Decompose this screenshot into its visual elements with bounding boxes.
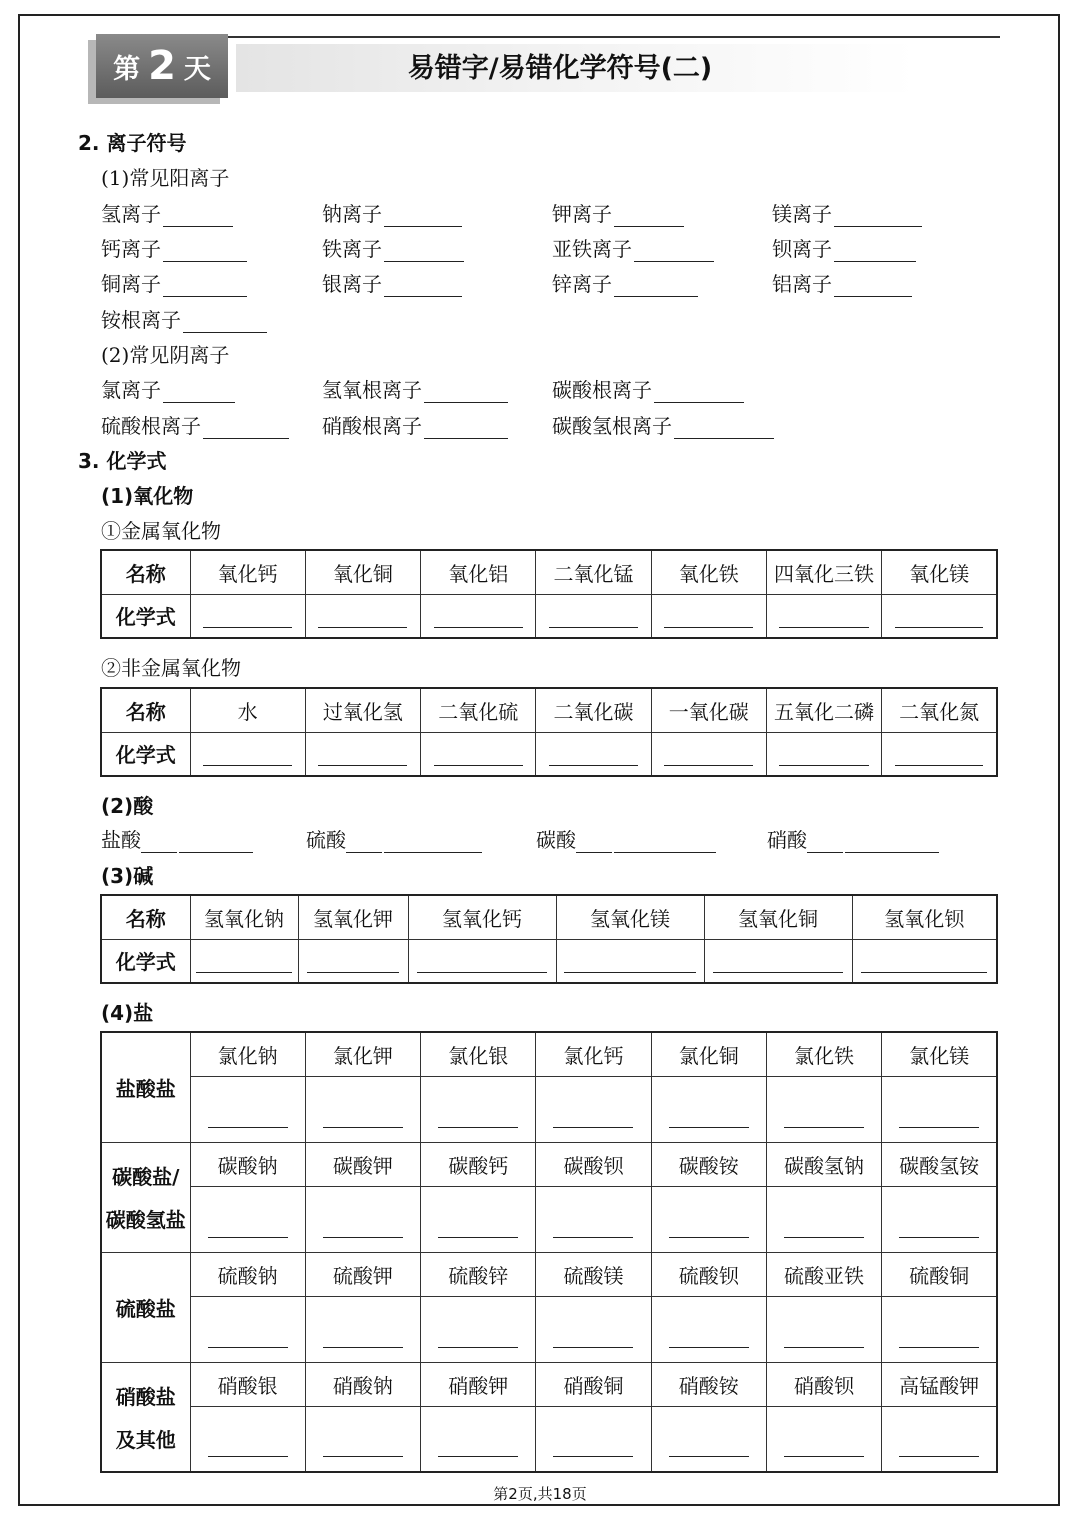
formula-cell[interactable] (190, 732, 305, 776)
compound-name: 碳酸氢钠 (766, 1142, 881, 1186)
compound-name: 硝酸钡 (766, 1362, 881, 1406)
ion-item (101, 374, 235, 403)
compound-name: 硝酸铜 (536, 1362, 651, 1406)
answer-blank[interactable] (674, 418, 774, 439)
acids-label: (2)酸 (101, 794, 154, 818)
formula-cell[interactable] (882, 1296, 997, 1362)
ion-item (772, 198, 922, 227)
compound-name: 氢氧化钠 (190, 895, 298, 939)
bases-table (100, 894, 998, 984)
formula-cell[interactable] (766, 732, 881, 776)
answer-blank[interactable] (163, 206, 233, 227)
compound-name: 氢氧化铜 (704, 895, 852, 939)
compound-name: 二氧化硫 (421, 688, 536, 732)
ion-item (552, 233, 714, 262)
ions-heading: 2. 离子符号 (78, 131, 187, 155)
formula-cell[interactable] (882, 594, 997, 638)
compound-name: 硝酸铵 (651, 1362, 766, 1406)
oxides-label: (1)氧化物 (101, 484, 194, 508)
ion-name: 银离子 (322, 272, 382, 296)
nonmetal-oxides-label: ②非金属氧化物 (101, 656, 241, 680)
page-footer: 第2页,共18页 (493, 1485, 587, 1503)
answer-blank[interactable] (163, 276, 247, 297)
compound-name: 氧化铝 (421, 550, 536, 594)
answer-blank[interactable] (179, 832, 253, 853)
group-line: 碳酸氢盐 (105, 1208, 186, 1232)
formula-cell[interactable] (190, 594, 305, 638)
answer-blank[interactable] (634, 241, 714, 262)
table-row (101, 1186, 997, 1252)
formula-cell[interactable] (766, 1186, 881, 1252)
formula-cell[interactable] (766, 1076, 881, 1142)
day-badge (96, 34, 228, 98)
table-row (101, 1032, 997, 1076)
compound-name: 硝酸钾 (421, 1362, 536, 1406)
formula-cell[interactable] (421, 1296, 536, 1362)
formula-cell[interactable] (882, 732, 997, 776)
formula-cell[interactable] (298, 939, 408, 983)
formula-cell[interactable] (766, 1406, 881, 1472)
compound-name: 氢氧化钙 (408, 895, 556, 939)
table-row (101, 1076, 997, 1142)
compound-name: 碳酸钠 (190, 1142, 305, 1186)
compound-name: 高锰酸钾 (882, 1362, 997, 1406)
page-title: 易错字/易错化学符号(二) (407, 53, 713, 84)
ion-name: 钠离子 (322, 202, 382, 226)
compound-name: 硫酸钡 (651, 1252, 766, 1296)
ion-name: 碳酸氢根离子 (552, 414, 672, 438)
compound-name: 二氧化碳 (536, 688, 651, 732)
compound-name: 硫酸钾 (305, 1252, 420, 1296)
formula-cell[interactable] (882, 1076, 997, 1142)
formula-cell[interactable] (190, 939, 298, 983)
compound-name: 碳酸铵 (651, 1142, 766, 1186)
compound-name: 水 (190, 688, 305, 732)
formula-cell[interactable] (305, 1076, 420, 1142)
salts-label: (4)盐 (101, 1001, 154, 1025)
formula-cell[interactable] (536, 732, 651, 776)
compound-name: 氯化铜 (651, 1032, 766, 1076)
dash (576, 840, 612, 853)
formula-cell[interactable] (651, 1186, 766, 1252)
compound-name: 硫酸钠 (190, 1252, 305, 1296)
formula-cell[interactable] (190, 1406, 305, 1472)
formula-cell[interactable] (305, 732, 420, 776)
ion-item (322, 198, 462, 227)
answer-blank[interactable] (163, 382, 235, 403)
ion-name: 钾离子 (552, 202, 612, 226)
formula-cell[interactable] (704, 939, 852, 983)
compound-name: 四氧化三铁 (766, 550, 881, 594)
acid-name: 硝酸 (767, 828, 807, 852)
ion-item (552, 374, 744, 403)
row-header: 化学式 (101, 594, 190, 638)
formula-cell[interactable] (305, 1296, 420, 1362)
compound-name: 氯化钠 (190, 1032, 305, 1076)
ion-name: 锌离子 (552, 272, 612, 296)
salt-group (101, 1362, 190, 1472)
day-prefix: 第 (113, 53, 141, 85)
ion-name: 钙离子 (101, 237, 161, 261)
group-line: 碳酸盐/ (112, 1165, 180, 1189)
ion-name: 钡离子 (772, 237, 832, 261)
answer-blank[interactable] (384, 241, 464, 262)
salt-group: 盐酸盐 (101, 1032, 190, 1142)
formula-cell[interactable] (651, 1076, 766, 1142)
formula-cell[interactable] (766, 594, 881, 638)
ion-item (101, 304, 267, 333)
compound-name: 氢氧化钡 (852, 895, 997, 939)
formula-cell[interactable] (536, 594, 651, 638)
ion-item (101, 268, 247, 297)
table-row (101, 895, 997, 939)
formula-cell[interactable] (190, 1296, 305, 1362)
answer-blank[interactable] (203, 418, 289, 439)
formula-cell[interactable] (536, 1406, 651, 1472)
row-header: 名称 (101, 550, 190, 594)
table-row (101, 1252, 997, 1296)
ion-item (322, 410, 508, 439)
acid-item (536, 824, 716, 853)
formula-cell[interactable] (882, 1186, 997, 1252)
formulas-heading: 3. 化学式 (78, 449, 167, 473)
formula-cell[interactable] (556, 939, 704, 983)
ion-name: 镁离子 (772, 202, 832, 226)
bases-label: (3)碱 (101, 864, 154, 888)
table-row (101, 732, 997, 776)
acid-item (306, 824, 482, 853)
formula-cell[interactable] (421, 594, 536, 638)
formula-cell[interactable] (408, 939, 556, 983)
compound-name: 五氧化二磷 (766, 688, 881, 732)
compound-name: 硫酸亚铁 (766, 1252, 881, 1296)
table-row (101, 550, 997, 594)
compound-name: 氢氧化镁 (556, 895, 704, 939)
answer-blank[interactable] (384, 832, 482, 853)
acid-item (101, 824, 253, 853)
formula-cell[interactable] (305, 1406, 420, 1472)
ion-name: 氢氧根离子 (322, 378, 422, 402)
ion-item (322, 268, 462, 297)
ion-name: 碳酸根离子 (552, 378, 652, 402)
ion-name: 铵根离子 (101, 308, 181, 332)
metal-oxides-label: ①金属氧化物 (101, 519, 221, 543)
metal-oxides-table (100, 549, 998, 639)
compound-name: 硫酸铜 (882, 1252, 997, 1296)
anions-label: (2)常见阴离子 (101, 343, 230, 367)
table-row (101, 1406, 997, 1472)
compound-name: 硫酸锌 (421, 1252, 536, 1296)
answer-blank[interactable] (384, 276, 462, 297)
row-header: 名称 (101, 895, 190, 939)
formula-cell[interactable] (651, 594, 766, 638)
acid-name: 碳酸 (536, 828, 576, 852)
compound-name: 碳酸氢铵 (882, 1142, 997, 1186)
formula-cell[interactable] (651, 1296, 766, 1362)
ion-name: 铝离子 (772, 272, 832, 296)
answer-blank[interactable] (614, 832, 716, 853)
compound-name: 硝酸钠 (305, 1362, 420, 1406)
compound-name: 氯化钙 (536, 1032, 651, 1076)
compound-name: 碳酸钡 (536, 1142, 651, 1186)
formula-cell[interactable] (852, 939, 997, 983)
ion-item (101, 410, 289, 439)
ion-item (322, 374, 508, 403)
formula-cell[interactable] (536, 1296, 651, 1362)
ion-item (772, 233, 916, 262)
answer-blank[interactable] (424, 418, 508, 439)
salt-group (101, 1142, 190, 1252)
compound-name: 一氧化碳 (651, 688, 766, 732)
acid-name: 盐酸 (101, 828, 141, 852)
dash (807, 840, 843, 853)
ion-item (322, 233, 464, 262)
compound-name: 碳酸钾 (305, 1142, 420, 1186)
formula-cell[interactable] (421, 1406, 536, 1472)
answer-blank[interactable] (183, 312, 267, 333)
compound-name: 氧化钙 (190, 550, 305, 594)
answer-blank[interactable] (614, 276, 698, 297)
compound-name: 氯化铁 (766, 1032, 881, 1076)
compound-name: 氯化钾 (305, 1032, 420, 1076)
compound-name: 氧化铜 (305, 550, 420, 594)
compound-name: 硝酸银 (190, 1362, 305, 1406)
table-row (101, 594, 997, 638)
ion-name: 铜离子 (101, 272, 161, 296)
salt-group: 硫酸盐 (101, 1252, 190, 1362)
formula-cell[interactable] (305, 594, 420, 638)
group-line: 及其他 (115, 1427, 176, 1452)
ion-item (552, 410, 774, 439)
formula-cell[interactable] (536, 1186, 651, 1252)
answer-blank[interactable] (834, 276, 912, 297)
table-row (101, 1296, 997, 1362)
table-row (101, 1142, 997, 1186)
ion-item (772, 268, 912, 297)
formula-cell[interactable] (190, 1076, 305, 1142)
dash (141, 840, 177, 853)
answer-blank[interactable] (384, 206, 462, 227)
acid-name: 硫酸 (306, 828, 346, 852)
formula-cell[interactable] (882, 1406, 997, 1472)
ion-name: 硫酸根离子 (101, 414, 201, 438)
cations-label: (1)常见阳离子 (101, 166, 230, 190)
ion-name: 亚铁离子 (552, 237, 632, 261)
ion-name: 氯离子 (101, 378, 161, 402)
ion-item (552, 198, 684, 227)
compound-name: 氧化铁 (651, 550, 766, 594)
row-header: 化学式 (101, 939, 190, 983)
compound-name: 碳酸钙 (421, 1142, 536, 1186)
ion-name: 氢离子 (101, 202, 161, 226)
ion-item (101, 233, 247, 262)
answer-blank[interactable] (163, 241, 247, 262)
compound-name: 过氧化氢 (305, 688, 420, 732)
compound-name: 二氧化锰 (536, 550, 651, 594)
answer-blank[interactable] (834, 206, 922, 227)
day-number: 2 (148, 43, 176, 89)
formula-cell[interactable] (536, 1076, 651, 1142)
nonmetal-oxides-table (100, 687, 998, 777)
day-suffix: 天 (183, 53, 211, 85)
compound-name: 氯化镁 (882, 1032, 997, 1076)
ion-item (101, 198, 233, 227)
dash (346, 840, 382, 853)
group-line: 硝酸盐 (115, 1384, 176, 1409)
ion-name: 铁离子 (322, 237, 382, 261)
formula-cell[interactable] (305, 1186, 420, 1252)
table-row (101, 688, 997, 732)
formula-cell[interactable] (421, 732, 536, 776)
answer-blank[interactable] (614, 206, 684, 227)
answer-blank[interactable] (834, 241, 916, 262)
formula-cell[interactable] (651, 732, 766, 776)
compound-name: 氧化镁 (882, 550, 997, 594)
answer-blank[interactable] (424, 382, 508, 403)
ion-item (552, 268, 698, 297)
formula-cell[interactable] (651, 1406, 766, 1472)
table-row (101, 1362, 997, 1406)
salts-table (100, 1031, 998, 1473)
compound-name: 硫酸镁 (536, 1252, 651, 1296)
compound-name: 氢氧化钾 (298, 895, 408, 939)
answer-blank[interactable] (845, 832, 939, 853)
formula-cell[interactable] (190, 1186, 305, 1252)
formula-cell[interactable] (766, 1296, 881, 1362)
table-row (101, 939, 997, 983)
row-header: 化学式 (101, 732, 190, 776)
row-header: 名称 (101, 688, 190, 732)
ion-name: 硝酸根离子 (322, 414, 422, 438)
header-rule (226, 36, 1000, 38)
answer-blank[interactable] (654, 382, 744, 403)
acid-item (767, 824, 939, 853)
compound-name: 二氧化氮 (882, 688, 997, 732)
formula-cell[interactable] (421, 1076, 536, 1142)
formula-cell[interactable] (421, 1186, 536, 1252)
compound-name: 氯化银 (421, 1032, 536, 1076)
